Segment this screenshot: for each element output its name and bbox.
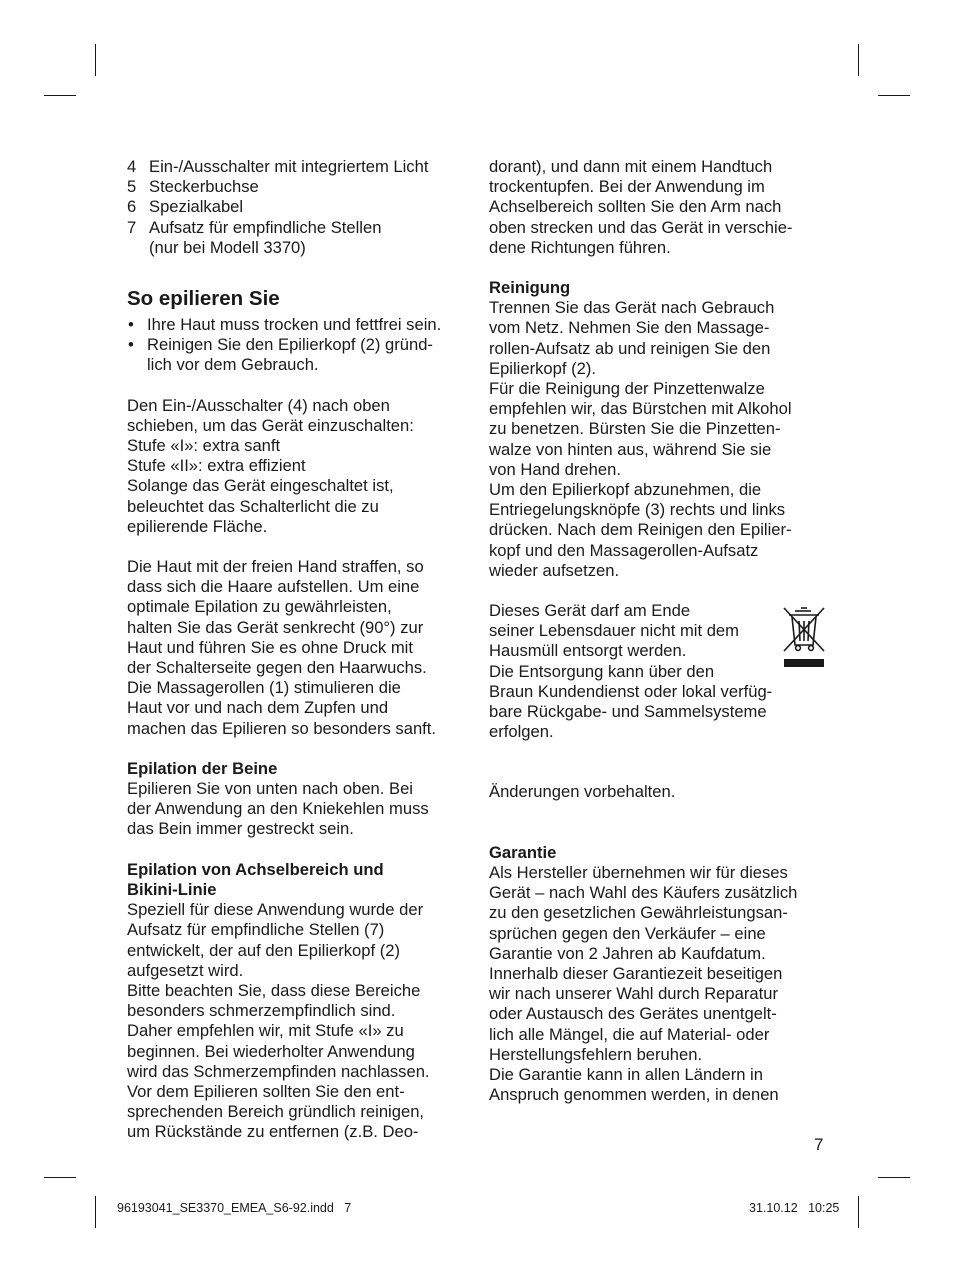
- crossed-out-wheelie-bin-icon: [781, 605, 827, 669]
- paragraph-legs: Epilieren Sie von unten nach oben. Bei der Anwendung an den Kniekehlen muss das Bein immer gestreckt sein.: [127, 779, 429, 839]
- bullet-icon: •: [128, 315, 134, 335]
- right-column: [489, 157, 834, 1105]
- paragraph-warranty: Als Hersteller übernehmen wir für dieses Gerät – nach Wahl des Käufers zusätzlich zu den gesetzlichen Gewährleistungsan- sprüchen gegen den Verkäufer – eine Garantie von 2 Jahren ab Kaufdatum. Innerhalb dieser Garantiezeit beseitigen wir nach unserer Wahl durch Reparatur oder Austausch des Gerätes unentgelt- lich alle Mängel, die auf Material- oder Herstellungsfehlern beruhen. Die Garantie kann in allen Ländern in Anspruch genommen werden, in denen: [489, 862, 798, 1105]
- paragraph-disposal: Dieses Gerät darf am Ende seiner Lebensdauer nicht mit dem Hausmüll entsorgt werden. Die Entsorgung kann über den Braun Kundendienst oder lokal verfüg- bare Rückgabe- und Sammelsysteme erfolgen.: [489, 601, 773, 742]
- paragraph-continued: dorant), und dann mit einem Handtuch trockentupfen. Bei der Anwendung im Achselbereich sollten Sie den Arm nach oben strecken und das Gerät in verschie- dene Richtungen führen.: [489, 157, 793, 257]
- bullet-list: [127, 315, 472, 376]
- changes-notice: Änderungen vorbehalten.: [489, 782, 676, 802]
- crop-mark: [44, 95, 76, 96]
- subheading-underarm: Epilation von Achselbereich und Bikini-Linie: [127, 859, 384, 899]
- list-item: (nur bei Modell 3370): [149, 237, 306, 257]
- bullet-icon: •: [128, 335, 134, 355]
- left-column: [127, 157, 472, 1143]
- paragraph-underarm: Speziell für diese Anwendung wurde der Aufsatz für empfindliche Stellen (7) entwickelt, der auf den Epilierkopf (2) aufgesetzt wird. Bitte beachten Sie, dass diese Bereiche besonders schmerzempfindlich sind. Daher empfehlen wir, mit Stufe «I» zu beginnen. Bei wiederholter Anwendung wird das Schmerzempfinden nachlassen. Vor dem Epilieren sollten Sie den ent- sprechenden Bereich gründlich reinigen, um Rückstände zu entfernen (z.B. Deo-: [127, 900, 430, 1142]
- crop-mark: [858, 1196, 859, 1228]
- crop-mark: [878, 95, 910, 96]
- paragraph-cleaning: Trennen Sie das Gerät nach Gebrauch vom Netz. Nehmen Sie den Massage- rollen-Aufsatz ab und reinigen Sie den Epilierkopf (2). Für die Reinigung der Pinzettenwalze empfehlen wir, das Bürstchen mit Alkohol zu benetzen. Bürsten Sie die Pinzetten- walze von hinten aus, während Sie sie von Hand drehen. Um den Epilierkopf abzunehmen, die Entriegelungsknöpfe (3) rechts und links drücken. Nach dem Reinigen den Epilier- kopf und den Massagerollen-Aufsatz wieder aufsetzen.: [489, 298, 792, 580]
- list-item: • Reinigen Sie den Epilierkopf (2) gründ- lich vor dem Gebrauch.: [128, 335, 433, 375]
- list-item: 4 Ein-/Ausschalter mit integriertem Licht: [127, 157, 429, 176]
- crop-mark: [878, 1177, 910, 1178]
- disposal-notice: [489, 601, 834, 742]
- subheading-legs: Epilation der Beine: [127, 758, 278, 778]
- crop-mark: [95, 1196, 96, 1228]
- crop-mark: [44, 1177, 76, 1178]
- footer-filename: 96193041_SE3370_EMEA_S6-92.indd 7: [117, 1201, 352, 1215]
- crop-mark: [95, 44, 96, 76]
- list-item: 5 Steckerbuchse: [127, 177, 259, 197]
- subheading-warranty: Garantie: [489, 842, 557, 862]
- list-item: 6 Spezialkabel: [127, 197, 244, 217]
- parts-list: [127, 157, 472, 258]
- footer-timestamp: 31.10.12 10:25: [749, 1201, 840, 1215]
- section-heading: So epilieren Sie: [127, 287, 280, 311]
- page-number: 7: [814, 1135, 824, 1154]
- list-item: • Ihre Haut muss trocken und fettfrei sein.: [128, 315, 442, 335]
- paragraph-switch: Den Ein-/Ausschalter (4) nach oben schieben, um das Gerät einzuschalten: Stufe «I»: extra sanft Stufe «II»: extra effizient Solange das Gerät eingeschaltet ist, beleuchtet das Schalterlicht die zu epilierende Fläche.: [127, 395, 414, 536]
- list-item: 7 Aufsatz für empfindliche Stellen: [127, 217, 382, 237]
- subheading-cleaning: Reinigung: [489, 278, 571, 298]
- paragraph-technique: Die Haut mit der freien Hand straffen, so dass sich die Haare aufstellen. Um eine optimale Epilation zu gewährleisten, halten Sie das Gerät senkrecht (90°) zur Haut und führen Sie es ohne Druck mit der Schalterseite gegen den Haarwuchs. Die Massagerollen (1) stimulieren die Haut vor und nach dem Zupfen und machen das Epilieren so besonders sanft.: [127, 557, 437, 738]
- crop-mark: [858, 44, 859, 76]
